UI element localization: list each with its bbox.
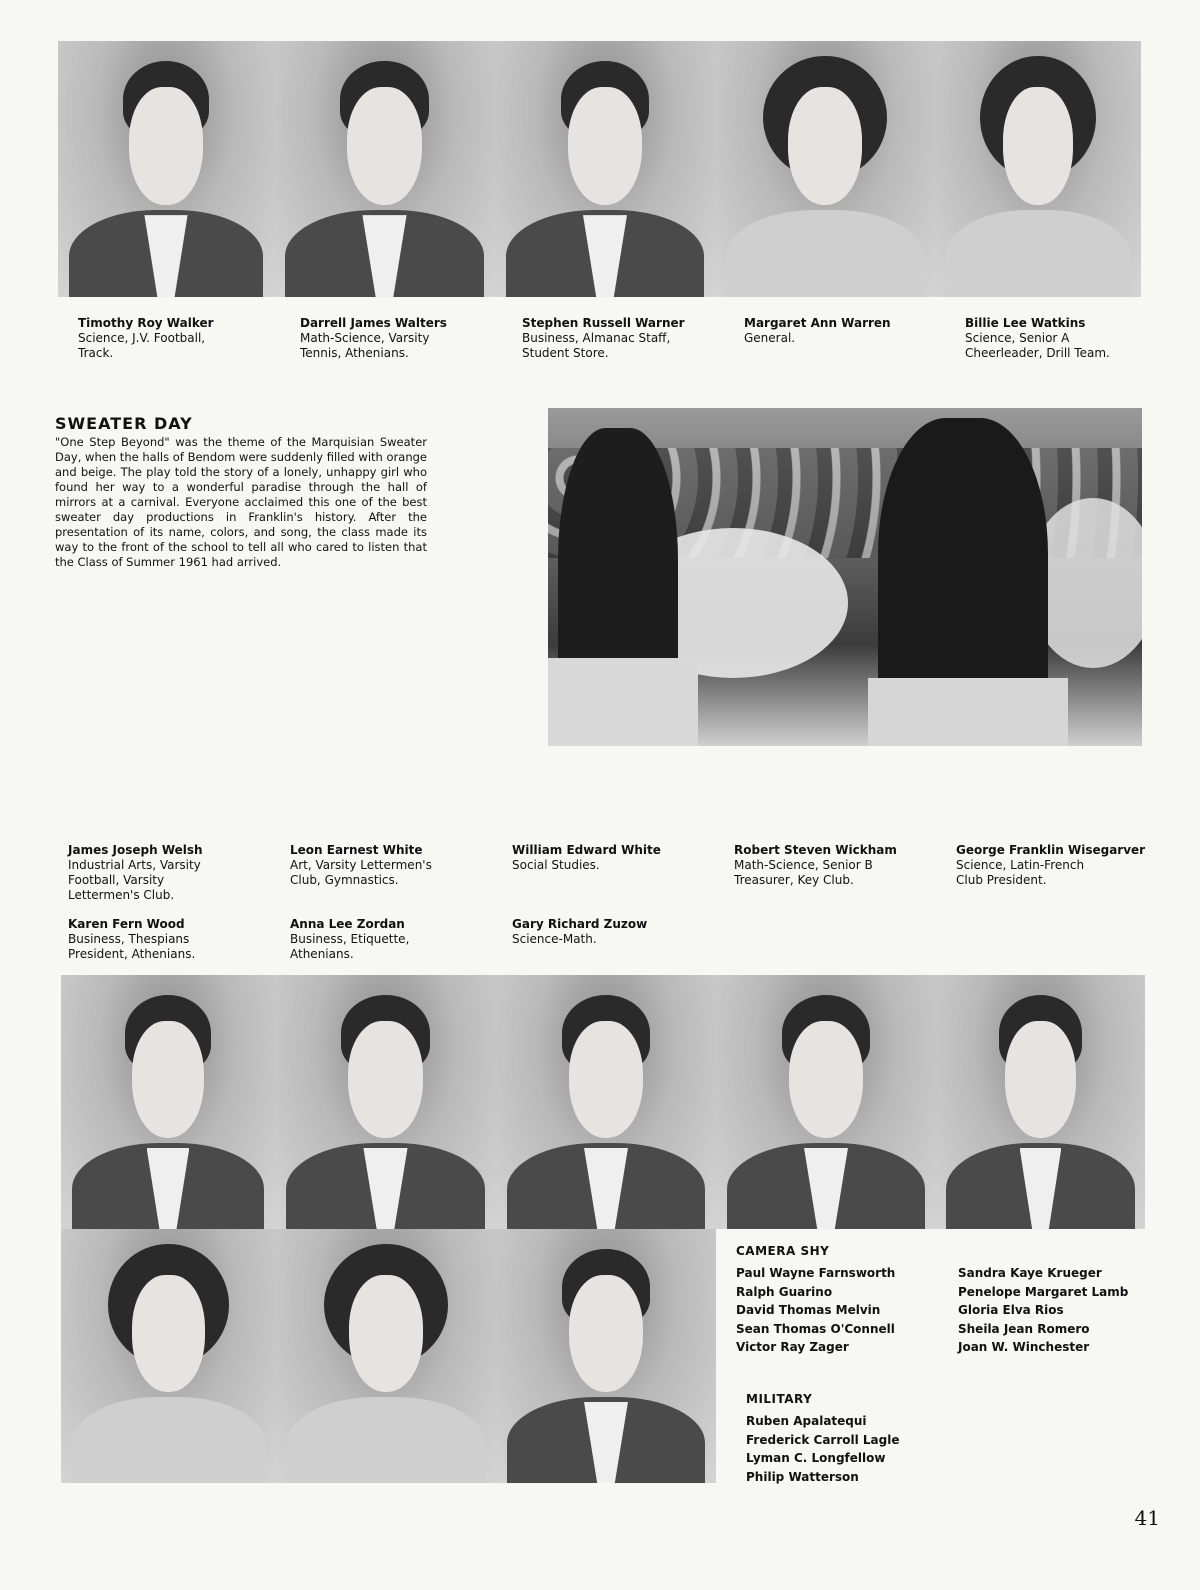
student-name: Margaret Ann Warren	[744, 316, 891, 330]
military-name: Ruben Apalatequi	[746, 1414, 867, 1428]
camera-shy-name: Joan W. Winchester	[958, 1340, 1090, 1354]
student-desc: Social Studies.	[512, 858, 600, 872]
student-desc: Math-Science, Senior B Treasurer, Key Club.	[734, 858, 873, 887]
camera-shy-list-2	[958, 1264, 1128, 1357]
student-desc: Business, Etiquette, Athenians.	[290, 932, 410, 961]
portrait-wickham	[716, 975, 936, 1229]
portrait-zordan	[276, 1229, 496, 1483]
portrait-william-white	[496, 975, 716, 1229]
student-desc: General.	[744, 331, 796, 345]
military-heading: MILITARY	[746, 1392, 813, 1406]
student-desc: Math-Science, Varsity Tennis, Athenians.	[300, 331, 430, 360]
caption-warren	[744, 316, 944, 346]
caption-walker	[78, 316, 278, 361]
caption-zordan	[290, 917, 490, 962]
student-name: Karen Fern Wood	[68, 917, 185, 931]
student-name: Robert Steven Wickham	[734, 843, 897, 857]
student-name: William Edward White	[512, 843, 661, 857]
caption-warner	[522, 316, 722, 361]
portrait-welsh	[61, 975, 275, 1229]
caption-wickham	[734, 843, 934, 888]
student-desc: Science-Math.	[512, 932, 597, 946]
portrait-watkins	[935, 41, 1141, 297]
portrait-wood	[61, 1229, 276, 1483]
portrait-leon-white	[275, 975, 496, 1229]
military-name: Philip Watterson	[746, 1469, 859, 1484]
caption-leon-white	[290, 843, 490, 888]
camera-shy-name: David Thomas Melvin	[736, 1303, 881, 1317]
camera-shy-heading: CAMERA SHY	[736, 1244, 830, 1258]
student-name: Timothy Roy Walker	[78, 316, 214, 330]
camera-shy-name: Penelope Margaret Lamb	[958, 1284, 1129, 1299]
caption-watkins	[965, 316, 1165, 361]
portrait-zuzow	[496, 1229, 716, 1483]
camera-shy-name: Sheila Jean Romero	[958, 1321, 1090, 1336]
student-desc: Science, Latin-French Club President.	[956, 858, 1085, 887]
student-desc: Business, Thespians President, Athenians.	[68, 932, 196, 961]
portrait-walters	[274, 41, 495, 297]
student-desc: Science, J.V. Football, Track.	[78, 331, 206, 360]
caption-zuzow	[512, 917, 712, 947]
student-name: Leon Earnest White	[290, 843, 423, 857]
caption-wood	[68, 917, 268, 962]
student-desc: Art, Varsity Lettermen's Club, Gymnastics.	[290, 858, 432, 887]
camera-shy-name: Sandra Kaye Krueger	[958, 1266, 1102, 1280]
portrait-warner	[495, 41, 715, 297]
caption-welsh	[68, 843, 268, 903]
camera-shy-name: Paul Wayne Farnsworth	[736, 1266, 896, 1280]
page-number: 41	[1134, 1506, 1160, 1530]
portrait-wisegarver	[936, 975, 1145, 1229]
caption-wisegarver	[956, 843, 1176, 888]
portrait-walker	[58, 41, 274, 297]
caption-william-white	[512, 843, 712, 873]
student-desc: Business, Almanac Staff, Student Store.	[522, 331, 671, 360]
student-desc: Science, Senior A Cheerleader, Drill Team.	[965, 331, 1110, 360]
portrait-warren	[715, 41, 935, 297]
student-name: Billie Lee Watkins	[965, 316, 1086, 330]
caption-walters	[300, 316, 500, 361]
camera-shy-name: Sean Thomas O'Connell	[736, 1321, 895, 1336]
sweater-day-photo	[548, 408, 1142, 746]
student-name: Stephen Russell Warner	[522, 316, 685, 330]
student-name: Anna Lee Zordan	[290, 917, 405, 931]
student-desc: Industrial Arts, Varsity Football, Varsity Lettermen's Club.	[68, 858, 201, 902]
feature-title: SWEATER DAY	[55, 414, 193, 433]
military-list	[746, 1412, 900, 1486]
student-name: Darrell James Walters	[300, 316, 447, 330]
student-name: James Joseph Welsh	[68, 843, 203, 857]
student-name: George Franklin Wisegarver	[956, 843, 1146, 857]
military-name: Lyman C. Longfellow	[746, 1451, 886, 1465]
camera-shy-list-1	[736, 1264, 895, 1357]
camera-shy-name: Ralph Guarino	[736, 1284, 833, 1299]
student-name: Gary Richard Zuzow	[512, 917, 648, 931]
military-name: Frederick Carroll Lagle	[746, 1432, 900, 1447]
camera-shy-name: Gloria Elva Rios	[958, 1303, 1064, 1317]
camera-shy-name: Victor Ray Zager	[736, 1340, 849, 1354]
feature-body: "One Step Beyond" was the theme of the Marquisian Sweater Day, when the halls of Bendom were suddenly filled with orange and beige. The play told the story of a lonely, unhappy girl who found her way to a wonderful paradise through the hall of mirrors at a carnival. Everyone acclaimed this one of the best sweater day productions in Franklin's history. After the presentation of its name, colors, and song, the class made its way to the front of the school to tell all who cared to listen that the Class of Summer 1961 had arrived.	[55, 435, 427, 569]
